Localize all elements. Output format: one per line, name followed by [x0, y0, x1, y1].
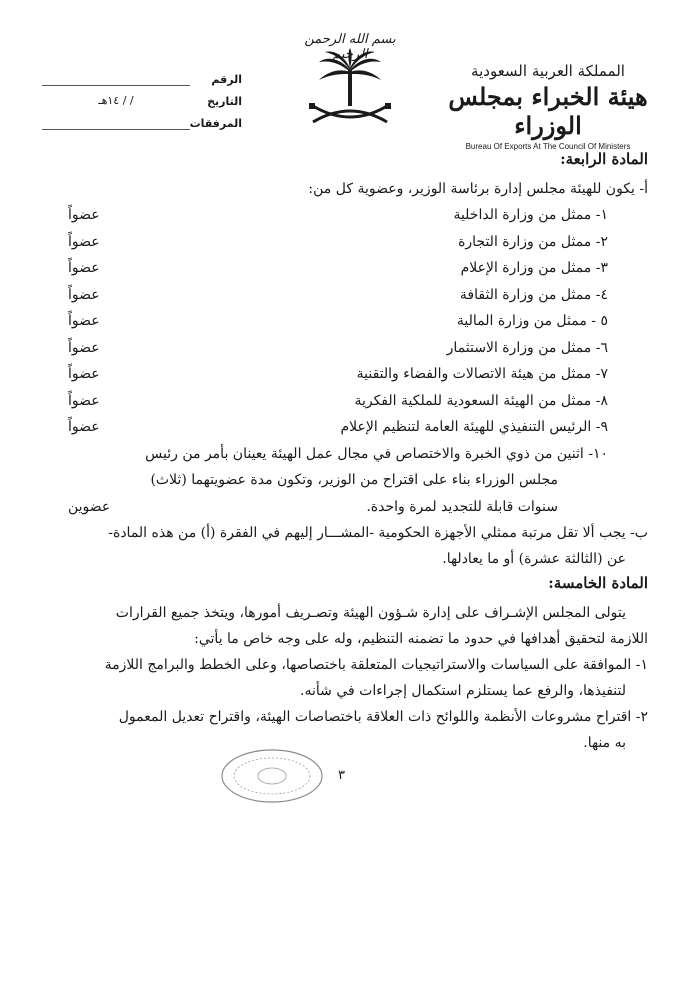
palm-swords-emblem-icon	[305, 48, 395, 126]
member-role: عضواً	[68, 339, 100, 356]
basmala: بسم الله الرحمن	[304, 32, 396, 47]
org-name-english: Bureau Of Exports At The Council Of Ministers	[465, 142, 631, 151]
date-label: التاريخ	[207, 95, 242, 108]
attachments-value	[42, 119, 190, 130]
article-5-intro-line2: اللازمة لتحقيق أهدافها في حدود ما تضمنه التنظيم، وله على وجه خاص ما يأتي:	[194, 631, 648, 647]
attachments-field-row	[42, 108, 242, 130]
letterhead	[0, 0, 700, 151]
member-item	[40, 308, 648, 335]
clause-b-line2: عن (الثالثة عشرة) أو ما يعادلها.	[442, 551, 626, 567]
member-text: ٩- الرئيس التنفيذي للهيئة العامة لتنظيم الإعلام	[340, 419, 608, 435]
number-value	[42, 75, 190, 86]
member-role: عضواً	[68, 207, 100, 223]
member-item	[40, 202, 648, 229]
member-role: عضواً	[68, 313, 100, 329]
member-text: ٣- ممثل من وزارة الإعلام	[460, 260, 608, 276]
member-role: عضواً	[68, 419, 100, 435]
article-5-item-2-line2: به منها.	[583, 735, 626, 751]
document-body	[40, 150, 648, 756]
member-item-10-line2: مجلس الوزراء بناء على اقتراح من الوزير، وتكون مدة عضويتهما (ثلاث)	[150, 472, 558, 488]
org-name-calligraphy: هيئة الخبراء بمجلس الوزراء	[448, 82, 648, 140]
member-text: ٦- ممثل من وزارة الاستثمار	[446, 339, 608, 356]
member-role: عضواً	[68, 392, 100, 409]
member-role: عضواً	[68, 233, 100, 250]
number-label: الرقم	[211, 73, 242, 86]
attachments-label: المرفقات	[189, 117, 242, 130]
number-field-row	[42, 64, 242, 86]
member-text: سنوات قابلة للتجديد لمرة واحدة.	[366, 498, 558, 515]
member-text: ٧- ممثل من هيئة الاتصالات والفضاء والتقنية	[356, 366, 608, 382]
member-item	[40, 361, 648, 388]
member-item	[40, 388, 648, 415]
member-item	[40, 335, 648, 362]
member-item	[40, 282, 648, 309]
article-4-intro: أ- يكون للهيئة مجلس إدارة برئاسة الوزير، وعضوية كل من:	[308, 181, 648, 197]
member-text: ٤- ممثل من وزارة الثقافة	[459, 286, 608, 303]
article-5-heading: المادة الخامسة:	[548, 574, 648, 592]
article-5-item-1-line2: لتنفيذها، والرفع عما يستلزم استكمال إجراءات في شأنه.	[300, 683, 626, 699]
round-stamp-icon	[210, 740, 330, 810]
member-role: عضواً	[68, 260, 100, 276]
member-item-10-line3	[40, 494, 648, 521]
article-5-item-1-line1: ١- الموافقة على السياسات والاستراتيجيات المتعلقة باختصاصها، وعلى الخطط والبرامج اللازمة	[104, 657, 648, 673]
date-value: / / ١٤هـ	[98, 94, 134, 107]
article-5-intro-line1: يتولى المجلس الإشـراف على إدارة شـؤون الهيئة وتصـريف أمورها، ويتخذ جميع القرارات	[115, 605, 626, 621]
member-role: عضواً	[68, 286, 100, 303]
page-number: ٣	[338, 768, 345, 783]
member-role: عضواً	[68, 366, 100, 382]
member-text: ١- ممثل من وزارة الداخلية	[453, 207, 608, 223]
article-4-heading: المادة الرابعة:	[560, 150, 648, 168]
member-item	[40, 414, 648, 441]
reference-fields	[42, 64, 242, 130]
member-text: ٨- ممثل من الهيئة السعودية للملكية الفكرية	[354, 392, 608, 409]
organization-block	[448, 62, 648, 151]
member-text: ٢- ممثل من وزارة التجارة	[458, 233, 608, 250]
member-item-10-line1: ١٠- اثنين من ذوي الخبرة والاختصاص في مجال عمل الهيئة يعينان بأمر من رئيس	[145, 445, 608, 462]
date-field-row	[42, 86, 242, 108]
member-role: عضوين	[68, 498, 111, 515]
article-5-item-2-line1: ٢- اقتراح مشروعات الأنظمة واللوائح ذات العلاقة باختصاصات الهيئة، واقتراح تعديل المعمول	[118, 709, 648, 725]
member-text: ٥ - ممثل من وزارة المالية	[456, 313, 608, 329]
member-item	[40, 255, 648, 282]
member-item	[40, 229, 648, 256]
org-name-arabic: المملكة العربية السعودية	[471, 62, 625, 80]
clause-b-line1: ب- يجب ألا تقل مرتبة ممثلي الأجهزة الحكومية -المشـــار إليهم في الفقرة (أ) من هذه المادة-	[108, 525, 648, 541]
